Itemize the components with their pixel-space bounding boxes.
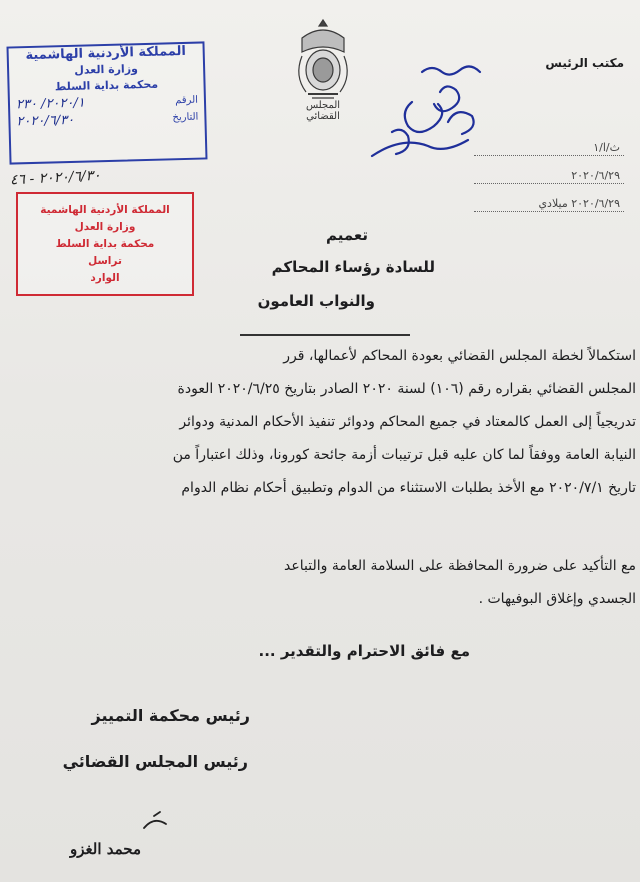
signatory-title-1: رئيس محكمة التمييز — [91, 706, 250, 725]
office-label: مكتب الرئيس — [545, 56, 624, 70]
stamp-blue-line-2: وزارة العدل — [74, 62, 139, 77]
stamp-blue-date-value: ٢٠٢٠/٦/٣٠ — [16, 112, 75, 130]
handwritten-signature-black — [104, 808, 214, 868]
blue-receipt-stamp — [6, 41, 207, 164]
handwritten-date: ٢٠٢٠/٦/٣٠ - ٤٦ — [9, 167, 102, 189]
stamp-blue-number-label: الرقم — [175, 94, 199, 107]
reference-number: ث/ا/١ — [474, 140, 624, 156]
addressee-line-2: والنواب العامون — [257, 292, 375, 310]
divider-line — [240, 334, 410, 336]
paragraph-2-line: مع التأكيد على ضرورة المحافظة على السلامة العامة والتباعد — [284, 558, 636, 574]
reference-date-gregorian: ٢٠٢٠/٦/٢٩ ميلادي — [474, 196, 624, 212]
stamp-blue-line-3: محكمة بداية السلط — [54, 77, 159, 94]
crest-caption: المجلس القضائي — [305, 100, 341, 122]
handwritten-signature-blue — [352, 52, 490, 170]
closing-line: مع فائق الاحترام والتقدير ... — [258, 642, 470, 660]
stamp-red-line-4: تراسل — [88, 254, 122, 267]
red-incoming-stamp — [16, 192, 194, 296]
addressee-line-1: للسادة رؤساء المحاكم — [271, 258, 435, 276]
stamp-red-line-2: وزارة العدل — [74, 220, 136, 233]
stamp-blue-line-1: المملكة الأردنية الهاشمية — [25, 43, 187, 64]
paragraph-1-line: تدريجياً إلى العمل كالمعتاد في جميع المحاكم ودوائر تنفيذ الأحكام المدنية ودوائر — [179, 414, 636, 430]
paragraph-1-line: تاريخ ٢٠٢٠/٧/١ مع الأخذ بطلبات الاستثناء من الدوام وتطبيق أحكام نظام الدوام — [181, 480, 636, 496]
paragraph-1-line: المجلس القضائي بقراره رقم (١٠٦) لسنة ٢٠٢٠ الصادر بتاريخ ٢٠٢٠/٦/٢٥ العودة — [177, 381, 636, 397]
stamp-red-line-5: الوارد — [90, 271, 120, 284]
body-paragraph-1 — [0, 340, 636, 505]
stamp-blue-date-label: التاريخ — [172, 111, 199, 124]
paragraph-1-line: النيابة العامة ووفقاً لما كان عليه قبل ترتيبات أزمة جائحة كورونا، وذلك اعتباراً من — [172, 447, 636, 463]
stamp-red-line-3: محكمة بداية السلط — [55, 237, 155, 250]
signatory-name: محمد الغزو — [70, 840, 141, 858]
letter-title: تعميم — [325, 226, 368, 244]
stamp-blue-date-row — [10, 108, 204, 130]
reference-date: ٢٠٢٠/٦/٢٩ — [474, 168, 624, 184]
signatory-title-2: رئيس المجلس القضائي — [62, 752, 248, 771]
paragraph-1-line: استكمالاً لخطة المجلس القضائي بعودة المحاكم لأعمالها، قرر — [283, 348, 636, 364]
stamp-blue-number-value: ٢٠٢٠/١/ ٢٣٠ — [15, 95, 85, 113]
stamp-red-line-1: المملكة الأردنية الهاشمية — [40, 203, 170, 216]
paragraph-2-line: الجسدي وإغلاق البوفيهات . — [478, 591, 636, 607]
reference-lines — [474, 140, 624, 224]
body-paragraph-2 — [0, 550, 636, 616]
